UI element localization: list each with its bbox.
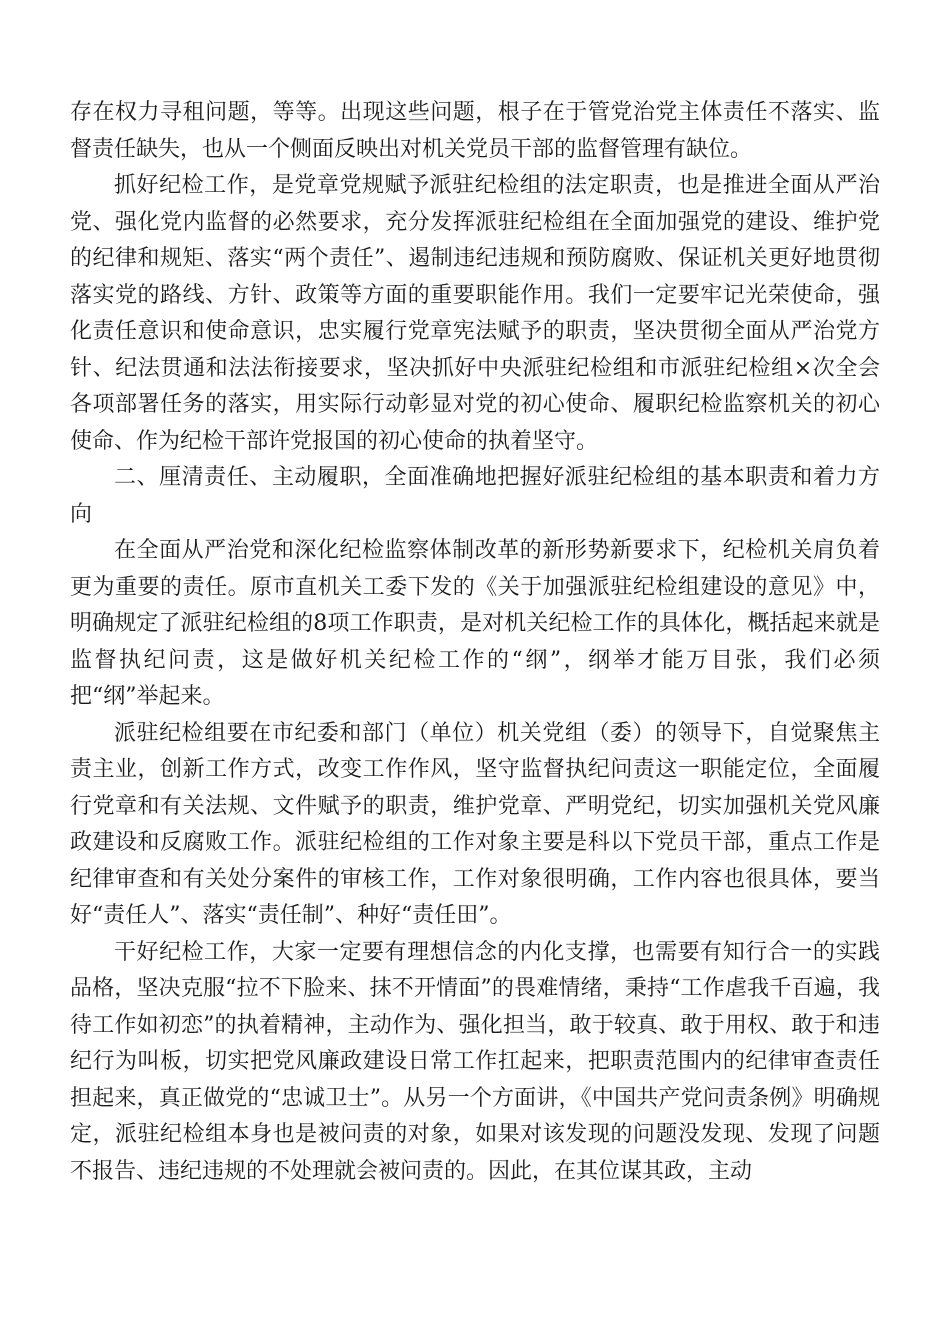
- paragraph-responsibility: 在全面从严治党和深化纪检监察体制改革的新形势新要求下，纪检机关肩负着更为重要的责任。原市直机关工委下发的《关于加强派驻纪检组建设的意见》中，明确规定了派驻纪检组的8项工作职责，是对机关纪检工作的具体化，概括起来就是监督执纪问责，这是做好机关纪检工作的“纲”，纲举才能万目张，我们必须把“纲”举起来。: [70, 538, 880, 709]
- paragraph-work-scope: 派驻纪检组要在市纪委和部门（单位）机关党组（委）的领导下，自觉聚焦主责主业，创新工作方式，改变工作作风，坚守监督执纪问责这一职能定位，全面履行党章和有关法规、文件赋予的职责，维护党章、严明党纪，切实加强机关党风廉政建设和反腐败工作。派驻纪检组的工作对象主要是科以下党员干部，重点工作是纪律审查和有关处分案件的审核工作，工作对象很明确，工作内容也很具体，要当好“责任人”、落实“责任制”、种好“责任田”。: [70, 720, 880, 928]
- paragraph-duty: 抓好纪检工作，是党章党规赋予派驻纪检组的法定职责，也是推进全面从严治党、强化党内监督的必然要求，充分发挥派驻纪检组在全面加强党的建设、维护党的纪律和规矩、落实“两个责任”、遏制违纪违规和预防腐败、保证机关更好地贯彻落实党的路线、方针、政策等方面的重要职能作用。我们一定要牢记光荣使命，强化责任意识和使命意识，忠实履行党章宪法赋予的职责，坚决贯彻全面从严治党方针、纪法贯通和法法衔接要求，坚决抓好中央派驻纪检组和市派驻纪检组×次全会各项部署任务的落实，用实际行动彰显对党的初心使命、履职纪检监察机关的初心使命、作为纪检干部许党报国的初心使命的执着坚守。: [70, 173, 880, 454]
- paragraph-continuation: 存在权力寻租问题，等等。出现这些问题，根子在于管党治党主体责任不落实、监督责任缺失，也从一个侧面反映出对机关党员干部的监督管理有缺位。: [70, 100, 880, 162]
- paragraph-commitment: 干好纪检工作，大家一定要有理想信念的内化支撑，也需要有知行合一的实践品格，坚决克服“拉不下脸来、抹不开情面”的畏难情绪，秉持“工作虐我千百遍，我待工作如初恋”的执着精神，主动作为、强化担当，敢于较真、敢于用权、敢于和违纪行为叫板，切实把党风廉政建设日常工作扛起来，把职责范围内的纪律审查责任担起来，真正做党的“忠诚卫士”。从另一个方面讲，《中国共产党问责条例》明确规定，派驻纪检组本身也是被问责的对象，如果对该发现的问题没发现、发现了问题不报告、违纪违规的不处理就会被问责的。因此，在其位谋其政，主动: [70, 939, 880, 1184]
- section-heading: 二、厘清责任、主动履职，全面准确地把握好派驻纪检组的基本职责和着力方向: [70, 465, 880, 527]
- document-body: [70, 95, 880, 1190]
